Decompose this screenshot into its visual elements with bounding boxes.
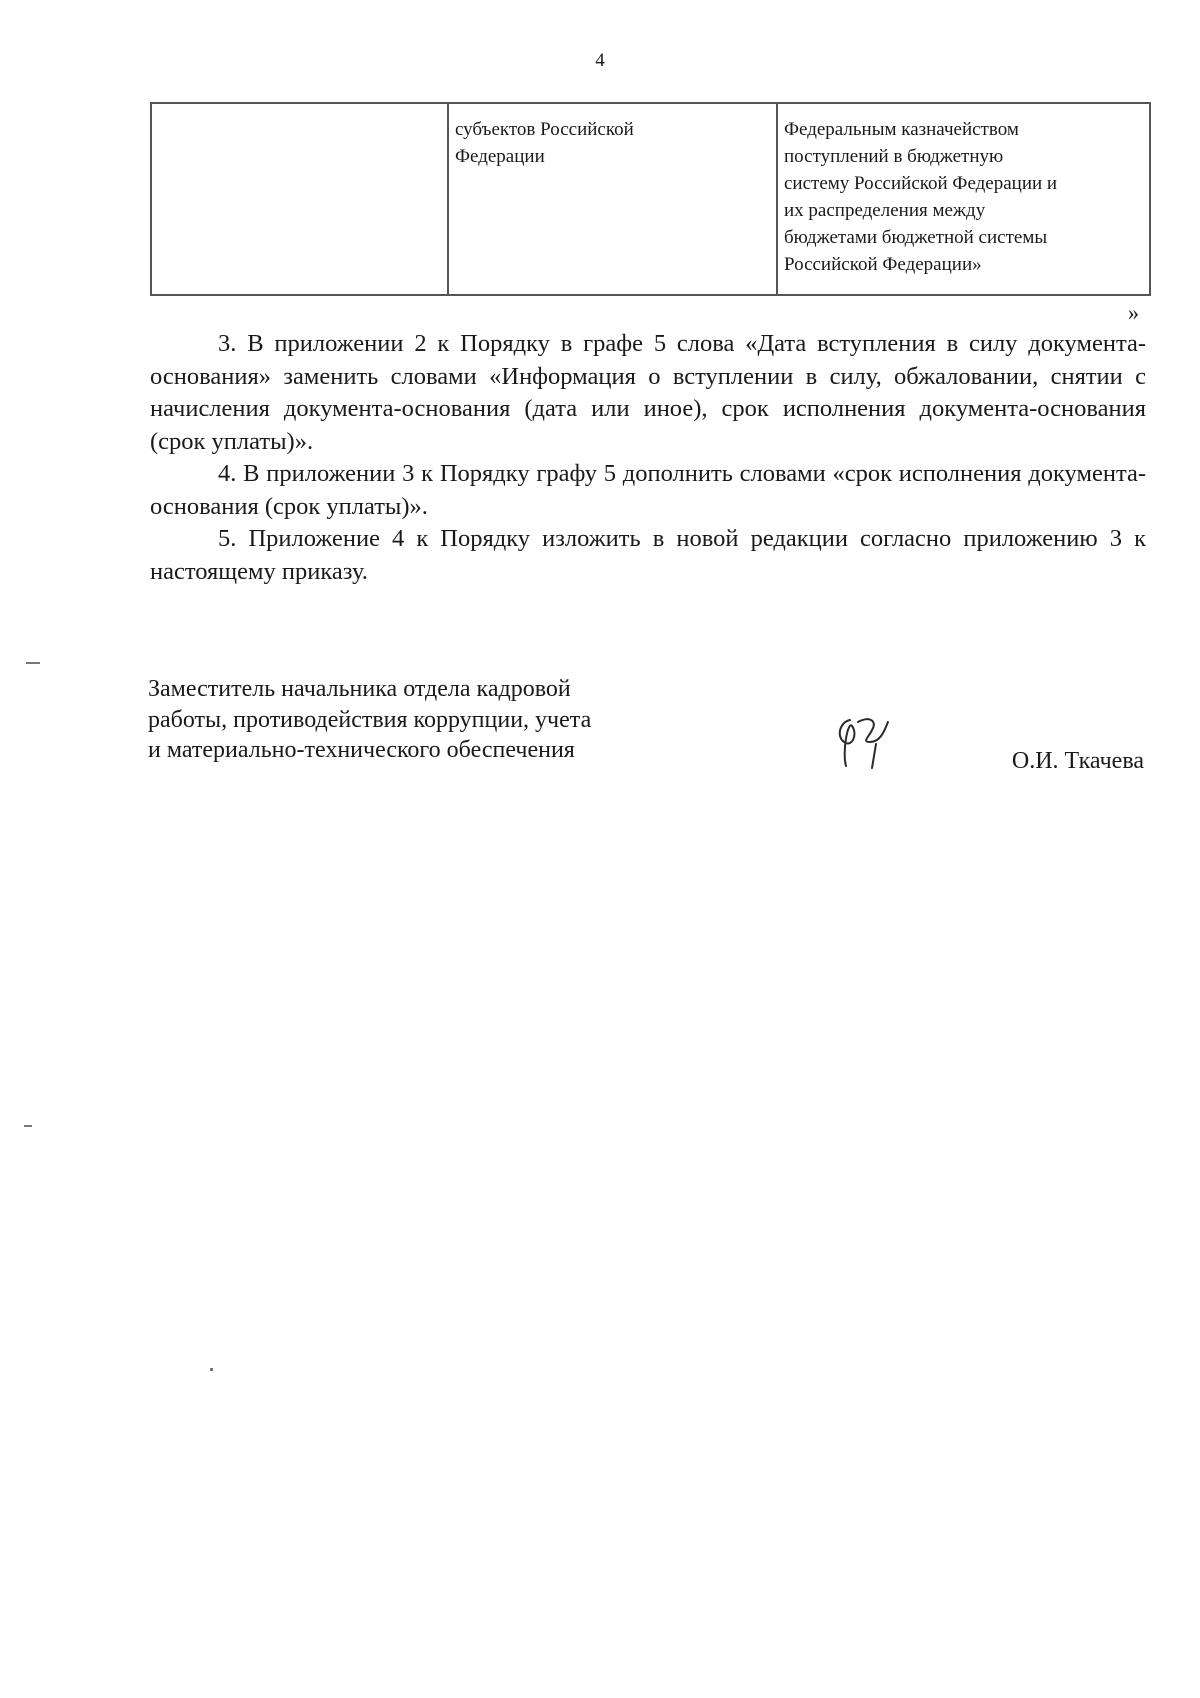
table-cell-2 (448, 103, 777, 295)
signer-title (148, 674, 708, 766)
paragraph-5: 5. Приложение 4 к Порядку изложить в новой редакции согласно приложению 3 к настоящему приказу. (150, 525, 1146, 585)
signer-title-line: и материально-технического обеспечения (148, 737, 575, 763)
scan-speck (210, 1368, 213, 1371)
cell-line: их распределения между (784, 200, 986, 221)
cell-line: поступлений в бюджетную (784, 146, 1004, 167)
scan-speck (24, 1125, 32, 1127)
signature-block (148, 674, 1148, 784)
document-body (150, 328, 1146, 588)
signer-name: О.И. Ткачева (1011, 748, 1144, 774)
paragraph-3: 3. В приложении 2 к Порядку в графе 5 слова «Дата вступления в силу документа-основания» заменить словами «Информация о вступлении в силу, обжаловании, снятии с начисления документа-основания (дата или иное), срок исполнения документа-основания (срок уплаты)». (150, 330, 1146, 455)
table-closing-quote: » (1128, 300, 1139, 325)
cell-line: Федеральным казначейством (784, 119, 1019, 140)
cell-line: Федерации (455, 146, 545, 167)
signer-title-line: Заместитель начальника отдела кадровой (148, 676, 571, 702)
paragraph-4: 4. В приложении 3 к Порядку графу 5 дополнить словами «срок исполнения документа-основания (срок уплаты)». (150, 460, 1146, 520)
handwritten-signature (828, 712, 898, 772)
cell-line: субъектов Российской (455, 119, 634, 140)
table-row (151, 103, 1150, 295)
page-number: 4 (595, 50, 605, 71)
scan-speck (26, 662, 40, 664)
signer-title-line: работы, противодействия коррупции, учета (148, 706, 592, 733)
table-cell-1 (151, 103, 448, 295)
cell-line: Российской Федерации» (784, 254, 982, 275)
table-cell-3 (777, 103, 1150, 295)
continuation-table (150, 102, 1151, 296)
cell-line: бюджетами бюджетной системы (784, 227, 1048, 248)
cell-line: систему Российской Федерации и (784, 173, 1058, 194)
